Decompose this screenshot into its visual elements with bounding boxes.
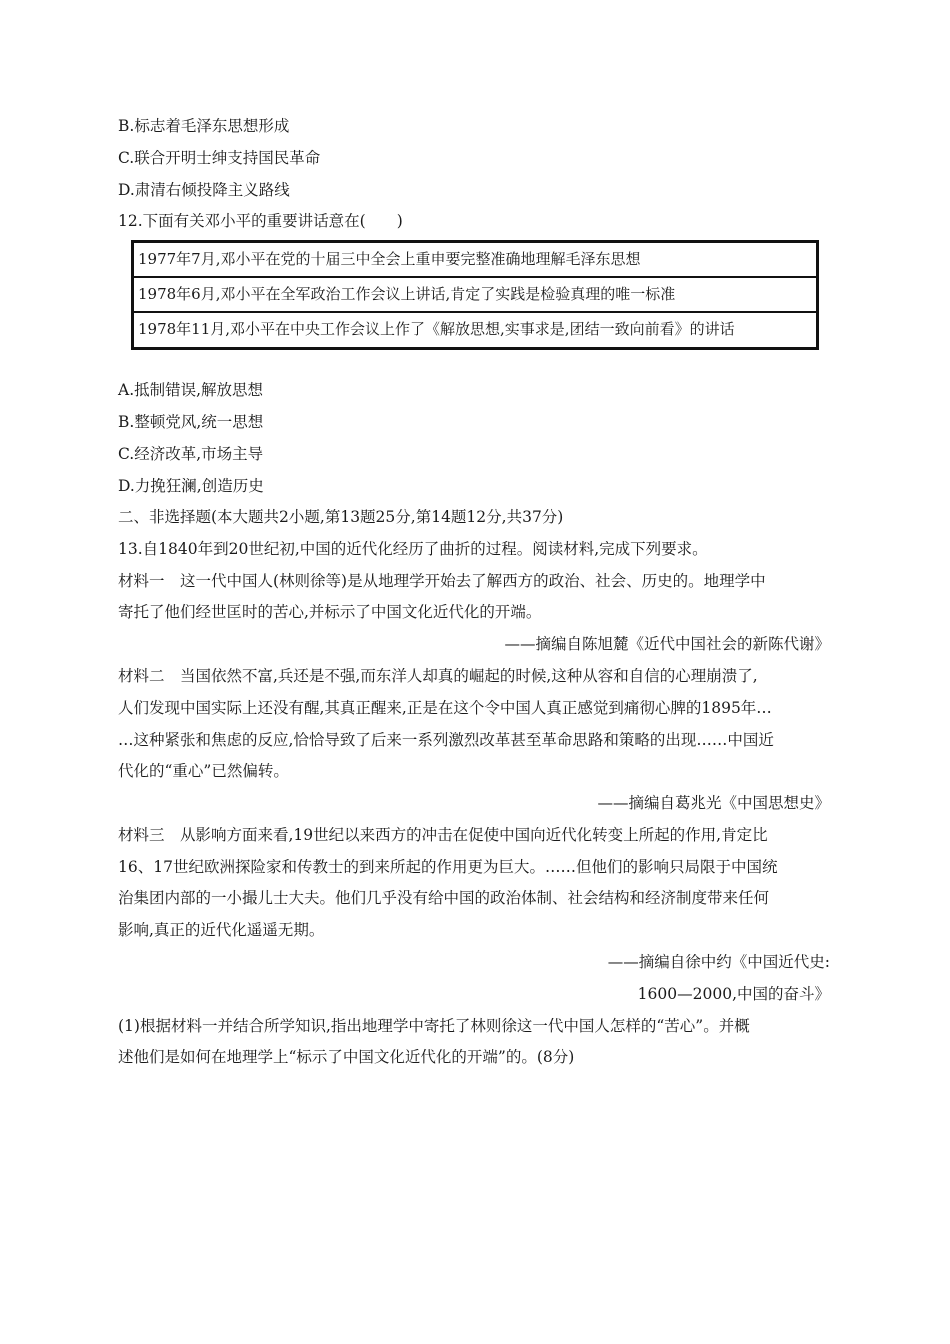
q12-stem: 12.下面有关邓小平的重要讲话意在( ) [118,212,403,230]
q12-table [131,240,819,350]
q13-sub1-line: 述他们是如何在地理学上“标示了中国文化近代化的开端”的。(8分) [118,1048,575,1066]
material-3-line: 影响,真正的近代化遥遥无期。 [118,921,325,939]
material-1-line: 材料一 这一代中国人(林则徐等)是从地理学开始去了解西方的政治、社会、历史的。地理学中 [118,572,766,590]
q13-stem: 13.自1840年到20世纪初,中国的近代化经历了曲折的过程。阅读材料,完成下列要求。 [118,540,708,558]
material-2-source: ——摘编自葛兆光《中国思想史》 [597,794,830,812]
q12-option-d: D.力挽狂澜,创造历史 [118,477,264,495]
q11-option-d: D.肃清右倾投降主义路线 [118,181,290,199]
material-3-line: 治集团内部的一小撮儿士大夫。他们几乎没有给中国的政治体制、社会结构和经济制度带来任何 [118,889,770,907]
q12-table-row: 1978年11月,邓小平在中央工作会议上作了《解放思想,实事求是,团结一致向前看》的讲话 [138,320,735,338]
q11-option-b: B.标志着毛泽东思想形成 [118,117,290,135]
q12-table-row: 1977年7月,邓小平在党的十届三中全会上重申要完整准确地理解毛泽东思想 [134,243,816,278]
q12-table-row: 1978年6月,邓小平在全军政治工作会议上讲话,肯定了实践是检验真理的唯一标准 [134,278,816,313]
q12-option-a: A.抵制错误,解放思想 [118,381,264,399]
material-3-line: 材料三 从影响方面来看,19世纪以来西方的冲击在促使中国向近代化转变上所起的作用,肯定比 [118,826,768,844]
q11-option-c: C.联合开明士绅支持国民革命 [118,149,321,167]
section-2-header: 二、非选择题(本大题共2小题,第13题25分,第14题12分,共37分) [118,508,564,526]
material-2-line: 人们发现中国实际上还没有醒,其真正醒来,正是在这个令中国人真正感觉到痛彻心脾的1895年… [118,699,772,717]
material-2-line: …这种紧张和焦虑的反应,恰恰导致了后来一系列激烈改革甚至革命思路和策略的出现……中国近 [118,731,774,749]
q12-option-c: C.经济改革,市场主导 [118,445,264,463]
material-2-line: 材料二 当国依然不富,兵还是不强,而东洋人却真的崛起的时候,这种从容和自信的心理崩溃了, [118,667,758,685]
material-3-source: ——摘编自徐中约《中国近代史: [607,953,830,971]
q13-sub1-line: (1)根据材料一并结合所学知识,指出地理学中寄托了林则徐这一代中国人怎样的“苦心”。并概 [118,1017,750,1035]
material-3-line: 16、17世纪欧洲探险家和传教士的到来所起的作用更为巨大。……但他们的影响只局限于中国统 [118,858,778,876]
material-1-source: ——摘编自陈旭麓《近代中国社会的新陈代谢》 [504,635,830,653]
material-1-line: 寄托了他们经世匡时的苦心,并标示了中国文化近代化的开端。 [118,603,542,621]
material-2-line: 代化的“重心”已然偏转。 [118,762,289,780]
q12-option-b: B.整顿党风,统一思想 [118,413,264,431]
material-3-source: 1600—2000,中国的奋斗》 [637,985,830,1003]
